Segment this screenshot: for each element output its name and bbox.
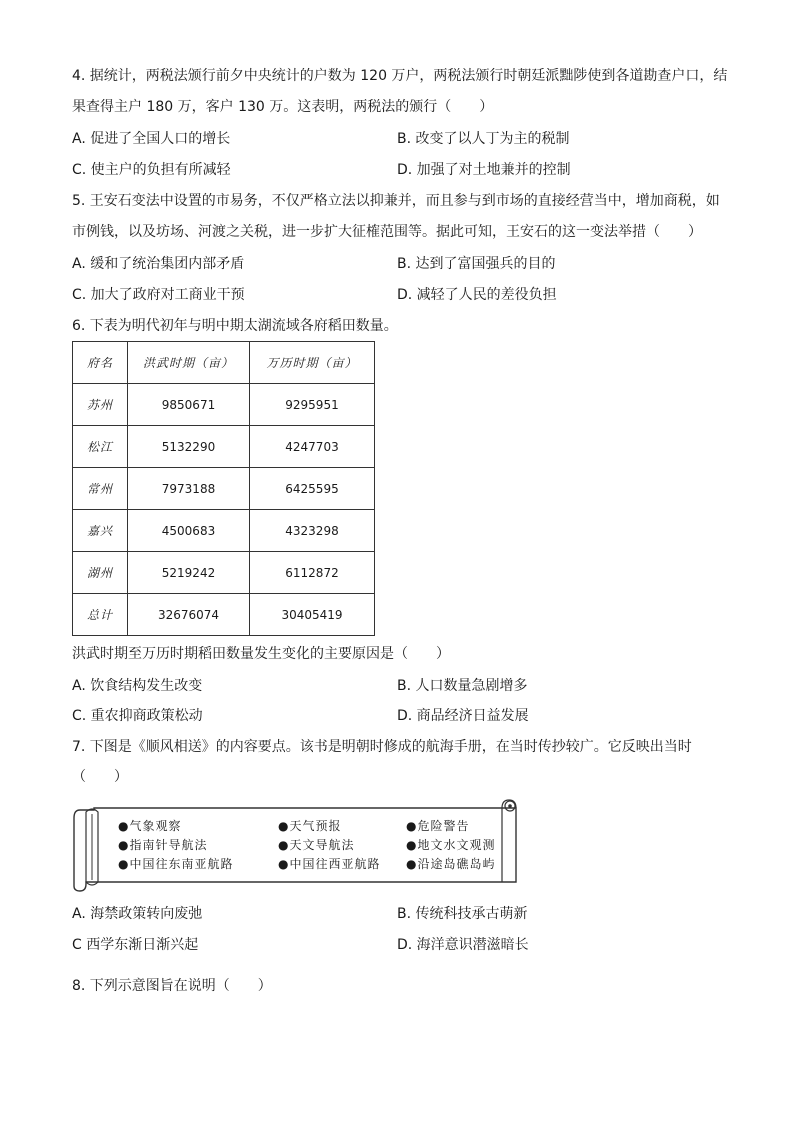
table-cell-wanli: 4247703: [250, 426, 375, 468]
table-cell-prefecture: 湖州: [73, 552, 128, 594]
rice-field-table: [72, 341, 375, 636]
q5-option-d: D. 减轻了人民的差役负担: [397, 287, 557, 303]
table-cell-hongwu: 5132290: [128, 426, 250, 468]
q5-option-b: B. 达到了富国强兵的目的: [397, 256, 556, 272]
table-cell-prefecture: 苏州: [73, 384, 128, 426]
q4-option-d: D. 加强了对土地兼并的控制: [397, 162, 571, 178]
table-cell-prefecture: 嘉兴: [73, 510, 128, 552]
q4-stem-line1: 4. 据统计，两税法颁行前夕中央统计的户数为 120 万户，两税法颁行时朝廷派黜陟使到各道勘查户口，结: [72, 68, 728, 84]
scroll-item: ●中国往东南亚航路: [118, 857, 234, 871]
q5-option-c: C. 加大了政府对工商业干预: [72, 287, 245, 303]
q7-stem-line2: （ ）: [72, 769, 128, 785]
table-header-hongwu: 洪武时期（亩）: [128, 342, 250, 384]
table-cell-prefecture: 总计: [73, 594, 128, 636]
scroll-item: ●指南针导航法: [118, 838, 208, 852]
scroll-item: ●沿途岛礁岛屿: [406, 857, 496, 871]
q7-option-c: C 西学东渐日渐兴起: [72, 937, 199, 953]
q4-option-c: C. 使主户的负担有所减轻: [72, 162, 231, 178]
table-cell-wanli: 6425595: [250, 468, 375, 510]
table-row-total: [73, 594, 375, 636]
table-cell-wanli: 30405419: [250, 594, 375, 636]
table-cell-prefecture: 松江: [73, 426, 128, 468]
table-cell-wanli: 9295951: [250, 384, 375, 426]
q4-stem-line2: 果查得主户 180 万，客户 130 万。这表明，两税法的颁行（ ）: [72, 99, 494, 115]
table-header-prefecture: 府名: [73, 342, 128, 384]
table-cell-hongwu: 7973188: [128, 468, 250, 510]
table-row: [73, 426, 375, 468]
table-cell-wanli: 6112872: [250, 552, 375, 594]
table-row: [73, 510, 375, 552]
q6-question: 洪武时期至万历时期稻田数量发生变化的主要原因是（ ）: [72, 646, 450, 662]
table-cell-wanli: 4323298: [250, 510, 375, 552]
scroll-item: ●地文水文观测: [406, 838, 496, 852]
scroll-item: ●天文导航法: [278, 838, 355, 852]
scroll-item: ●危险警告: [406, 819, 470, 833]
scroll-item: ●气象观察: [118, 819, 182, 833]
q5-stem-line2: 市例钱，以及坊场、河渡之关税，进一步扩大征榷范围等。据此可知，王安石的这一变法举措（ ）: [72, 224, 702, 240]
table-cell-hongwu: 32676074: [128, 594, 250, 636]
q7-option-d: D. 海洋意识潜滋暗长: [397, 937, 529, 953]
table-header-row: [73, 342, 375, 384]
q5-stem-line1: 5. 王安石变法中设置的市易务，不仅严格立法以抑兼并，而且参与到市场的直接经营当中，增加商税，如: [72, 193, 720, 209]
q6-option-c: C. 重农抑商政策松动: [72, 708, 203, 724]
table-row: [73, 552, 375, 594]
table-header-wanli: 万历时期（亩）: [250, 342, 375, 384]
q7-stem-line1: 7. 下图是《顺风相送》的内容要点。该书是明朝时修成的航海手册，在当时传抄较广。它反映出当时: [72, 739, 692, 755]
table-cell-hongwu: 4500683: [128, 510, 250, 552]
scroll-item: ●天气预报: [278, 819, 342, 833]
q6-option-a: A. 饮食结构发生改变: [72, 678, 203, 694]
q6-option-d: D. 商品经济日益发展: [397, 708, 529, 724]
scroll-figure: [72, 796, 522, 892]
scroll-item: ●中国往西亚航路: [278, 857, 381, 871]
table-row: [73, 468, 375, 510]
q4-option-b: B. 改变了以人丁为主的税制: [397, 131, 570, 147]
table-cell-hongwu: 9850671: [128, 384, 250, 426]
table-cell-hongwu: 5219242: [128, 552, 250, 594]
q8-stem: 8. 下列示意图旨在说明（ ）: [72, 978, 272, 994]
q6-option-b: B. 人口数量急剧增多: [397, 678, 528, 694]
table-row: [73, 384, 375, 426]
q7-option-b: B. 传统科技承古萌新: [397, 906, 528, 922]
q4-option-a: A. 促进了全国人口的增长: [72, 131, 231, 147]
table-cell-prefecture: 常州: [73, 468, 128, 510]
q7-option-a: A. 海禁政策转向废弛: [72, 906, 203, 922]
q6-stem: 6. 下表为明代初年与明中期太湖流域各府稻田数量。: [72, 318, 398, 334]
q5-option-a: A. 缓和了统治集团内部矛盾: [72, 256, 245, 272]
